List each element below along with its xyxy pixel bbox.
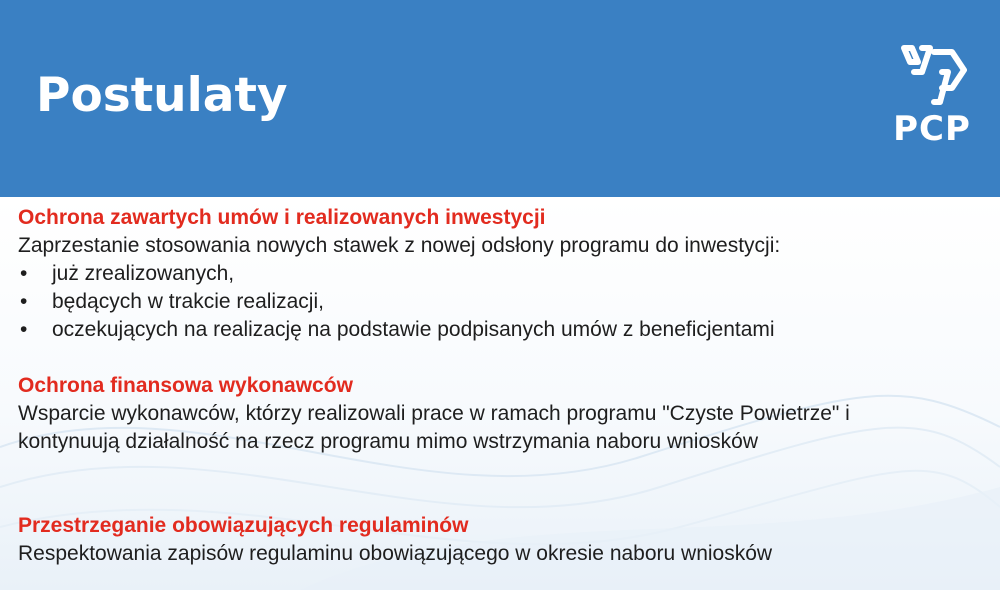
- list-item: • oczekujących na realizację na podstawie podpisanych umów z beneficjentami: [18, 316, 988, 344]
- section-regulations: [18, 512, 988, 568]
- pcp-logo-icon: [898, 42, 970, 108]
- section-financial-protection: [18, 372, 988, 456]
- slide-title: Postulaty: [36, 68, 288, 123]
- section-text: Zaprzestanie stosowania nowych stawek z nowej odsłony programu do inwestycji:: [18, 234, 781, 257]
- section-heading: Ochrona finansowa wykonawców: [18, 374, 353, 397]
- list-item: • już zrealizowanych,: [18, 260, 988, 288]
- section-heading: Przestrzeganie obowiązujących regulaminów: [18, 514, 469, 537]
- section-contract-protection: [18, 204, 988, 344]
- bullet-list: [18, 260, 988, 344]
- pcp-logo: [884, 42, 980, 157]
- slide-header: [0, 0, 1000, 197]
- slide-body: [0, 197, 1000, 590]
- bullet-icon: •: [20, 262, 28, 285]
- section-heading: Ochrona zawartych umów i realizowanych inwestycji: [18, 206, 546, 229]
- section-text: Wsparcie wykonawców, którzy realizowali prace w ramach programu "Czyste Powietrze" i kontynuują działalność na rzecz programu mimo wstrzymania naboru wniosków: [18, 402, 850, 453]
- list-item: • będących w trakcie realizacji,: [18, 288, 988, 316]
- pcp-logo-text: PCP: [893, 109, 971, 149]
- bullet-icon: •: [20, 318, 28, 341]
- section-text: Respektowania zapisów regulaminu obowiązującego w okresie naboru wniosków: [18, 542, 773, 565]
- bullet-icon: •: [20, 290, 28, 313]
